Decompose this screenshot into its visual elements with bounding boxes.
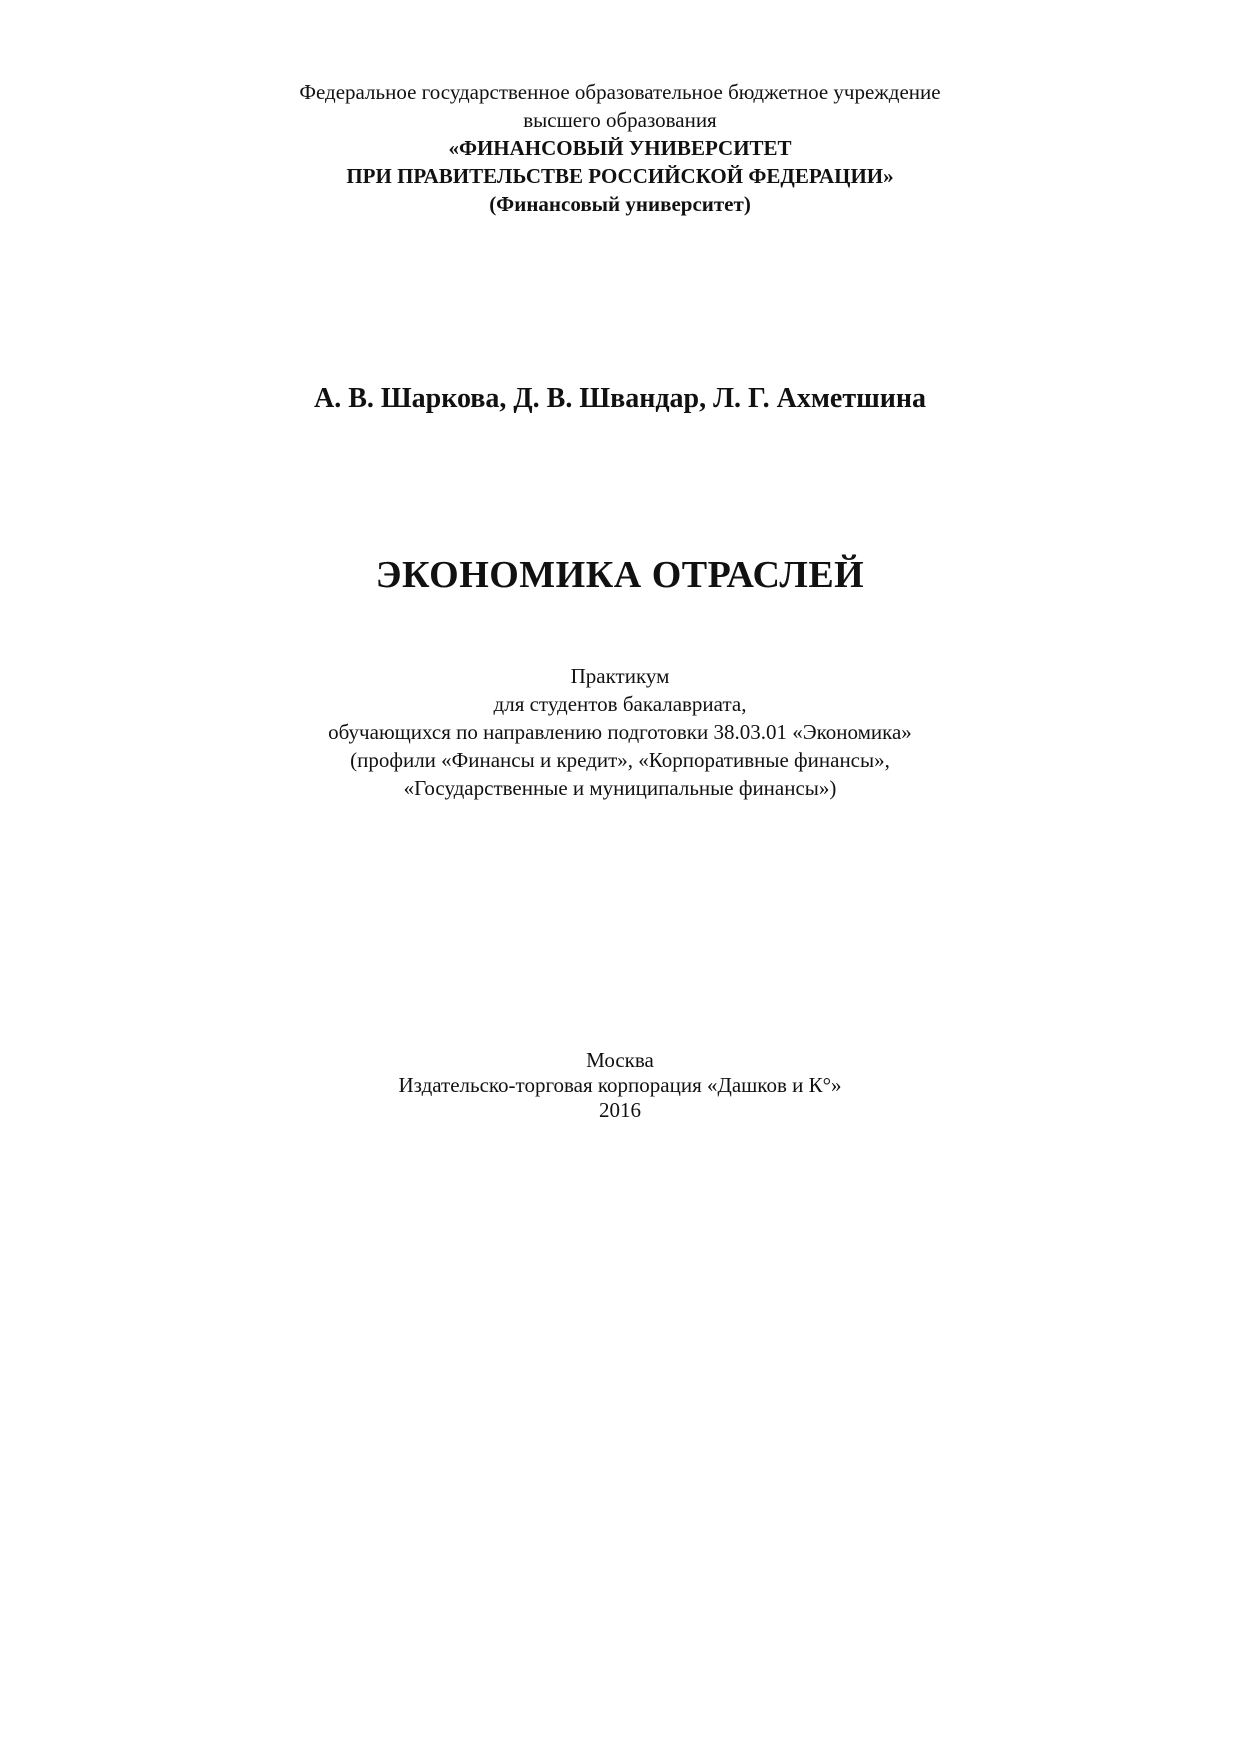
university-name-line-1: «ФИНАНСОВЫЙ УНИВЕРСИТЕТ <box>448 136 792 160</box>
imprint <box>0 1048 1240 1123</box>
description-line-2: для студентов бакалавриата, <box>493 692 747 716</box>
authors-text: А. В. Шаркова, Д. В. Швандар, Л. Г. Ахметшина <box>314 383 926 414</box>
description-line-5: «Государственные и муниципальные финансы») <box>403 776 837 800</box>
book-title-text: ЭКОНОМИКА ОТРАСЛЕЙ <box>375 554 865 596</box>
imprint-year: 2016 <box>599 1098 641 1122</box>
institution-line-1: Федеральное государственное образовательное бюджетное учреждение <box>299 80 941 104</box>
book-description <box>0 662 1240 802</box>
description-line-4: (профили «Финансы и кредит», «Корпоративные финансы», <box>350 748 890 772</box>
book-title <box>0 551 1240 599</box>
imprint-city: Москва <box>586 1048 654 1072</box>
institution-header <box>0 78 1240 218</box>
university-short-name: (Финансовый университет) <box>489 192 751 216</box>
institution-line-2: высшего образования <box>523 108 717 132</box>
university-name-line-2: ПРИ ПРАВИТЕЛЬСТВЕ РОССИЙСКОЙ ФЕДЕРАЦИИ» <box>346 164 894 188</box>
description-line-1: Практикум <box>570 664 670 688</box>
imprint-publisher: Издательско-торговая корпорация «Дашков и К°» <box>398 1073 842 1097</box>
description-line-3: обучающихся по направлению подготовки 38.03.01 «Экономика» <box>328 720 912 744</box>
authors <box>0 381 1240 417</box>
